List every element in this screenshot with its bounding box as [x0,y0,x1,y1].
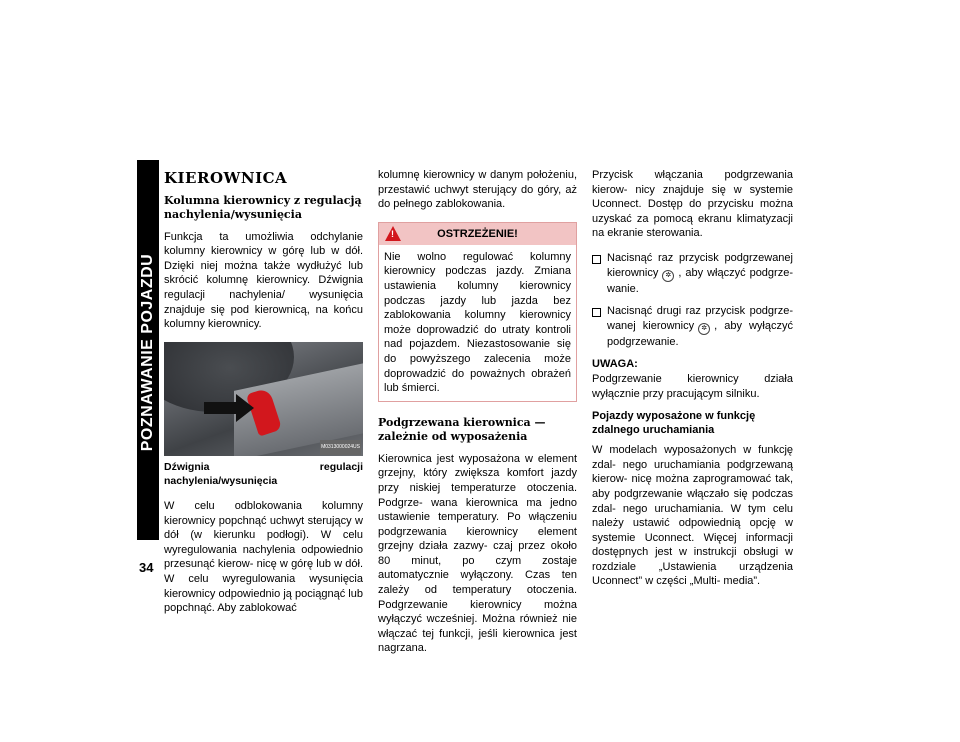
warning-title: OSTRZEŻENIE! [437,227,518,240]
pointer-arrow-head-icon [236,394,254,422]
warning-text: Nie wolno regulować kolumny kierownicy podczas jazdy. Zmiana ustawienia kolumny kierownicy podczas jazdy lub jazda bez zablokowania kolumny kierownicy może doprowadzić do utraty kontroli nad pojazdem. Niezastosowanie się do powyższego zalecenia może doprowadzić do poważnych obrażeń lub śmierci. [384,250,571,395]
column-2 [378,168,577,666]
bullet-text: , aby wyłączyć podgrzewanie. [607,319,793,348]
paragraph-remote: W modelach wyposażonych w funkcję zdal- nego uruchamiania podgrzewaną kierow- nicę można zaprogramować tak, aby podgrzewanie włączało się podczas zdal- nego uruchamiania. W tym celu należy ustawić odpowiednią opcję w systemie Uconnect. Więcej informacji dostępnych jest w instrukcji obsługi w rozdziale „Ustawienia urządzenia Uconnect” w części „Multi- media”. [592,444,793,588]
subsection-title-remote: Pojazdy wyposażone w funkcję zdalnego uruchamiania [592,410,756,437]
checkbox-bullet-icon [592,255,601,264]
paragraph-button: Przycisk włączania podgrzewania kierow- nicy znajduje się w systemie Uconnect. Dostęp do przycisku można uzyskać za pomocą ekranu klimatyzacji na ekranie sterowania. [592,169,793,240]
pointer-arrow-icon [204,402,240,414]
checkbox-bullet-icon [592,308,601,317]
image-caption: Dźwignia regulacji nachylenia/wysunięcia [164,460,363,488]
heated-wheel-icon: ✲ [698,323,710,335]
warning-box [378,222,577,402]
tilt-lever-photo [164,342,363,456]
paragraph-lock-cont: kolumnę kierownicy w danym położeniu, przestawić uchwyt sterujący do góry, aż do pełnego zablokowania. [378,169,577,211]
list-item [592,251,793,296]
bullet-text: , aby włączyć podgrze- wanie. [607,266,793,295]
page-number: 34 [139,560,154,575]
warning-header [379,223,576,245]
paragraph-intro: Funkcja ta umożliwia odchylanie kolumny kierownicy w górę lub w dół. Dzięki niej można także wydłużyć lub skrócić kolumnę kierownicy. Dźwignia regulacji nachylenia/ wysunięcia znajduje się pod kierownicą, na końcu kolumny kierownicy. [164,230,363,331]
paragraph-heated: Kierownica jest wyposażona w element grzejny, który zwiększa komfort jazdy przy niskiej temperaturze otoczenia. Podgrze- wana kierownica ma jedno ustawienie temperatury. Po włączeniu podgrzewania kierownicy element grzejny działa zazwy- czaj przez około 80 minut, po czym zostaje automatycznie wyłączony. Czas ten zależy od temperatury otoczenia. Podgrzewanie kierownicy można wyłączyć wcześniej. Można również nie włączać tej funkcji, jeśli kierownica jest nagrzana. [378,452,577,655]
column-1 [164,168,363,626]
note-text: Podgrzewanie kierownicy działa wyłącznie przy pracującym silniku. [592,372,793,400]
section-title: KIEROWNICA [164,169,288,187]
heated-wheel-icon: ✲ [662,270,674,282]
bullet-text: Nacisnąć drugi raz przycisk podgrze- wanej kierownicy [607,305,793,332]
subsection-title-tilt: Kolumna kierownicy z regulacją nachylenia/wysunięcia [164,193,362,221]
image-code: M0313000024US [320,440,361,455]
column-3 [592,168,793,599]
chapter-tab-label: POZNAWANIE POJAZDU [139,253,156,452]
list-item [592,304,793,349]
subsection-title-heated: Podgrzewana kierownica — zależnie od wyposażenia [378,415,546,443]
warning-body [379,245,576,401]
warning-triangle-icon: ! [385,226,401,241]
note-label: UWAGA: [592,358,638,371]
bullet-text: Nacisnąć raz przycisk podgrzewanej kierownicy [607,251,793,279]
paragraph-unlock: W celu odblokowania kolumny kierownicy popchnąć uchwyt sterujący w dół (w kierunku podłogi). W celu wyregulowania nachylenia odpowiednio przesunąć kierow- nicę w górę lub w dół. W celu wyregulowania wysunięcia kierownicy odpowiednio ją pociągnąć lub popchnąć. Aby zablokować [164,499,363,615]
